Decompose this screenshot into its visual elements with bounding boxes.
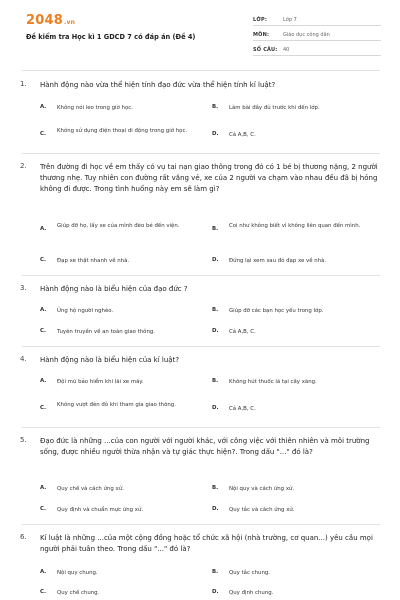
option-text: Quy định chung.	[229, 590, 274, 596]
question-number: 5.	[20, 436, 27, 444]
option-letter: D.	[212, 131, 219, 137]
option-letter: A.	[40, 485, 47, 491]
option-text: Làm bài đầy đủ trước khi đến lớp.	[229, 105, 320, 111]
option-text: Giúp đỡ họ, lấy xe của mình đèo bé đến viện.	[57, 223, 180, 229]
meta-count-value: 40	[283, 47, 290, 53]
logo-main: 2048	[26, 13, 63, 28]
option-text: Quy chế và cách ứng xử.	[57, 486, 124, 492]
question-text: Hành động nào vừa thể hiện tính đạo đức vừa thể hiện tính kỉ luật?	[40, 81, 276, 89]
option-letter: B.	[212, 569, 219, 575]
option-text: Cả A,B, C.	[229, 329, 256, 335]
option-text: Nội quy và cách ứng xử.	[229, 486, 295, 492]
meta-subject-row	[253, 29, 381, 41]
option-text: Quy tắc và cách ứng xử.	[229, 507, 295, 513]
question-divider	[22, 153, 380, 154]
question-text: Trên đường đi học về em thấy có vụ tai nạn giao thông trong đó có 1 bé bị thương nặng, 2 người thương nhẹ. Tuy nhiên con đường rất vắng vẻ, xe của 2 người va chạm vào nhau đều đã bị hỏng không đi được. Trong tình huống này em sẽ làm gì?	[40, 163, 378, 193]
option-letter: D.	[212, 257, 219, 263]
question-divider	[22, 427, 380, 428]
option-text: Coi như không biết vì không liên quan đến mình.	[229, 223, 361, 229]
option-letter: B.	[212, 226, 219, 232]
option-text: Cả A,B, C.	[229, 132, 256, 138]
question-number: 1.	[20, 80, 27, 88]
option-text: Cả A,B, C.	[229, 406, 256, 412]
option-text: Quy tắc chung.	[229, 570, 271, 576]
option-letter: D.	[212, 405, 219, 411]
meta-class-label: LỚP:	[253, 17, 268, 23]
meta-count-label: SỐ CÂU:	[253, 47, 278, 53]
option-letter: C.	[40, 257, 47, 263]
option-letter: A.	[40, 307, 47, 313]
option-letter: D.	[212, 506, 219, 512]
option-text: Đạp xe thật nhanh về nhà.	[57, 258, 130, 264]
option-letter: A.	[40, 104, 47, 110]
option-text: Quy chế chung.	[57, 590, 100, 596]
option-text: Nội quy chung.	[57, 570, 98, 576]
document-header	[0, 0, 400, 65]
option-letter: B.	[212, 104, 219, 110]
question-text: Đạo đức là những ...của con người với người khác, với công việc với thiên nhiên và môi trường sống, được nhiều người thừa nhận và tự giác thực hiện?. Trong dấu "..." đó là?	[40, 437, 370, 456]
option-text: Không hút thuốc lá tại cây xăng.	[229, 379, 317, 385]
option-text: Đứng lại xem sau đó đạp xe về nhà.	[229, 258, 327, 264]
option-text: Không nói leo trong giờ học.	[57, 105, 133, 111]
site-logo[interactable]	[26, 13, 75, 28]
meta-class-value: Lớp 7	[283, 17, 297, 23]
question-text: Hành động nào là biểu hiện của kỉ luật?	[40, 356, 180, 364]
question-number: 6.	[20, 533, 27, 541]
option-letter: A.	[40, 378, 47, 384]
option-letter: D.	[212, 589, 219, 595]
question-text: Kỉ luật là những ...của một cộng đồng hoặc tổ chức xã hội (nhà trường, cơ quan...) yêu cầu mọi người phải tuân theo. Trong dấu "..." đó là?	[40, 534, 373, 553]
option-letter: A.	[40, 226, 47, 232]
option-text: Đội mũ bảo hiểm khi lái xe máy.	[57, 379, 144, 385]
question-divider	[22, 275, 380, 276]
option-letter: C.	[40, 506, 47, 512]
question-divider	[22, 524, 380, 525]
meta-subject-label: MÔN:	[253, 32, 270, 38]
question-number: 3.	[20, 284, 27, 292]
option-letter: A.	[40, 569, 47, 575]
option-text: Giúp đỡ các bạn học yếu trong lớp.	[229, 308, 324, 314]
meta-class-row	[253, 14, 381, 26]
document-title: Đề kiểm tra Học kì 1 GDCD 7 có đáp án (Đề 4)	[26, 33, 196, 41]
option-letter: D.	[212, 328, 219, 334]
option-letter: B.	[212, 485, 219, 491]
question-number: 4.	[20, 355, 27, 363]
question-divider	[22, 346, 380, 347]
option-text: Quy định và chuẩn mực ứng xử.	[57, 507, 144, 513]
option-letter: C.	[40, 131, 47, 137]
question-number: 2.	[20, 162, 27, 170]
option-letter: C.	[40, 328, 47, 334]
option-text: Ủng hộ người nghèo.	[57, 308, 114, 314]
logo-suffix: .vn	[63, 19, 76, 26]
header-divider	[22, 70, 380, 71]
option-text: Không sử dụng điện thoại di động trong giờ học.	[57, 128, 188, 134]
meta-count-row	[253, 44, 381, 56]
option-text: Không vượt đèn đỏ khi tham gia giao thông.	[57, 402, 176, 408]
option-letter: B.	[212, 378, 219, 384]
meta-subject-value: Giáo dục công dân	[283, 32, 330, 38]
question-text: Hành động nào là biểu hiện của đạo đức ?	[40, 285, 188, 293]
option-text: Tuyên truyền về an toàn giao thông.	[57, 329, 156, 335]
option-letter: C.	[40, 589, 47, 595]
option-letter: B.	[212, 307, 219, 313]
option-letter: C.	[40, 405, 47, 411]
